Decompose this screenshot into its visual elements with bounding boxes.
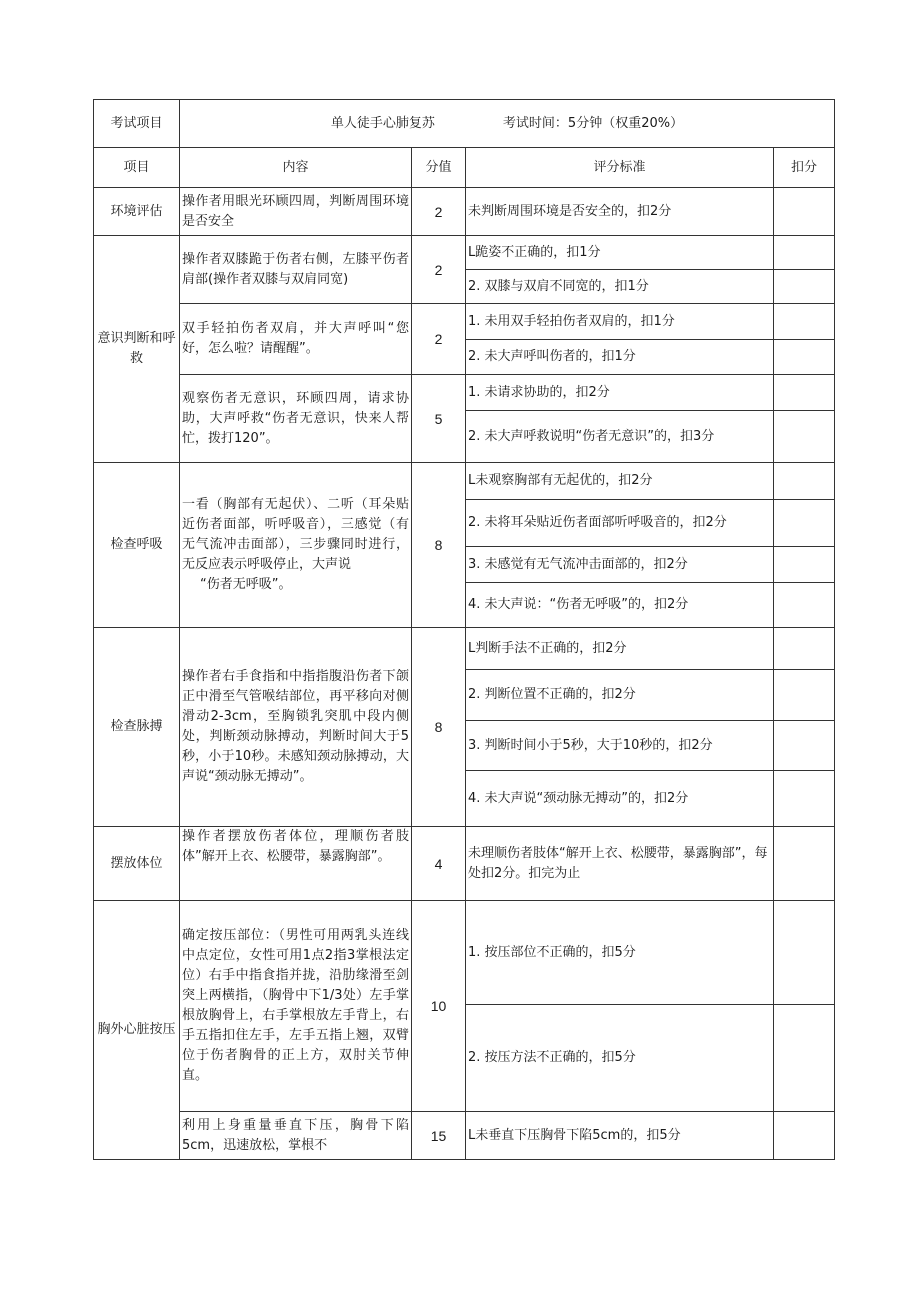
table-row bbox=[94, 375, 835, 411]
table-row bbox=[94, 827, 835, 901]
scoring-table bbox=[93, 99, 835, 1160]
col-score: 分值 bbox=[412, 148, 466, 188]
exam-time: 考试时间：5分钟（权重20%） bbox=[502, 115, 684, 131]
score-pulse: 8 bbox=[412, 628, 466, 827]
score-consc-1: 2 bbox=[412, 236, 466, 304]
criteria-pos-1: 未理顺伤者肢体“解开上衣、松腰带，暴露胸部”，每处扣2分。扣完为止 bbox=[466, 827, 774, 901]
content-consc-2: 双手轻拍伤者双肩，并大声呼叫“您好，怎么啦？请醒醒”。 bbox=[180, 304, 412, 375]
score-position: 4 bbox=[412, 827, 466, 901]
exam-item-label: 考试项目 bbox=[94, 100, 180, 148]
deduct-cell[interactable] bbox=[774, 721, 835, 771]
col-criteria: 评分标准 bbox=[466, 148, 774, 188]
exam-title: 单人徒手心肺复苏 bbox=[330, 115, 435, 131]
content-position: 操作者摆放伤者体位，理顺伤者肢体”解开上衣、松腰带，暴露胸部”。 bbox=[180, 827, 412, 901]
content-pulse: 操作者右手食指和中指指腹沿伤者下颌正中滑至气管喉结部位，再平移向对侧滑动2-3cm，至胸锁乳突肌中段内侧处，判断颈动脉搏动，判断时间大于5秒，小于10秒。未感知颈动脉搏动，大声说“颈动脉无搏动”。 bbox=[180, 628, 412, 827]
criteria-breath-3: 3. 未感觉有无气流冲击面部的，扣2分 bbox=[466, 547, 774, 583]
score-cpr-2: 15 bbox=[412, 1112, 466, 1160]
deduct-cell[interactable] bbox=[774, 375, 835, 411]
criteria-consc-3-2: 2. 未大声呼救说明“伤者无意识”的，扣3分 bbox=[466, 411, 774, 463]
col-deduct: 扣分 bbox=[774, 148, 835, 188]
deduct-cell[interactable] bbox=[774, 827, 835, 901]
item-breathing: 检查呼吸 bbox=[94, 463, 180, 628]
criteria-breath-2: 2. 未将耳朵贴近伤者面部听呼吸音的，扣2分 bbox=[466, 500, 774, 547]
table-row bbox=[94, 463, 835, 500]
table-row bbox=[94, 304, 835, 340]
deduct-cell[interactable] bbox=[774, 547, 835, 583]
criteria-consc-1-2: 2. 双膝与双肩不同宽的，扣1分 bbox=[466, 270, 774, 304]
criteria-breath-4: 4. 未大声说：“伤者无呼吸”的，扣2分 bbox=[466, 583, 774, 628]
deduct-cell[interactable] bbox=[774, 1005, 835, 1112]
criteria-consc-3-1: 1. 未请求协助的，扣2分 bbox=[466, 375, 774, 411]
deduct-cell[interactable] bbox=[774, 236, 835, 270]
item-compression: 胸外心脏按压 bbox=[94, 901, 180, 1160]
deduct-cell[interactable] bbox=[774, 270, 835, 304]
deduct-cell[interactable] bbox=[774, 901, 835, 1005]
deduct-cell[interactable] bbox=[774, 1112, 835, 1160]
col-item: 项目 bbox=[94, 148, 180, 188]
deduct-cell[interactable] bbox=[774, 463, 835, 500]
table-row bbox=[94, 901, 835, 1005]
score-env: 2 bbox=[412, 188, 466, 236]
deduct-cell[interactable] bbox=[774, 411, 835, 463]
item-pulse: 检查脉搏 bbox=[94, 628, 180, 827]
column-header-row bbox=[94, 148, 835, 188]
criteria-consc-1-1: L跪姿不正确的，扣1分 bbox=[466, 236, 774, 270]
criteria-pulse-1: L判断手法不正确的，扣2分 bbox=[466, 628, 774, 670]
deduct-cell[interactable] bbox=[774, 500, 835, 547]
content-consc-3: 观察伤者无意识，环顾四周，请求协助，大声呼救“伤者无意识，快来人帮忙，拨打120”。 bbox=[180, 375, 412, 463]
criteria-env-1: 未判断周围环境是否安全的，扣2分 bbox=[466, 188, 774, 236]
item-consciousness: 意识判断和呼救 bbox=[94, 236, 180, 463]
exam-header-row bbox=[94, 100, 835, 148]
content-consc-1: 操作者双膝跪于伤者右侧，左膝平伤者肩部(操作者双膝与双肩同宽) bbox=[180, 236, 412, 304]
content-breathing-quote: “伤者无呼吸”。 bbox=[200, 577, 292, 592]
content-cpr-2: 利用上身重量垂直下压，胸骨下陷5cm，迅速放松，掌根不 bbox=[180, 1112, 412, 1160]
table-row bbox=[94, 188, 835, 236]
criteria-pulse-3: 3. 判断时间小于5秒，大于10秒的，扣2分 bbox=[466, 721, 774, 771]
content-breathing-text: 一看（胸部有无起伏）、二听（耳朵贴近伤者面部，听呼吸音），三感觉（有无气流冲击面部），三步骤同时进行，无反应表示呼吸停止，大声说 bbox=[182, 497, 409, 572]
criteria-cpr-1-2: 2. 按压方法不正确的，扣5分 bbox=[466, 1005, 774, 1112]
score-breathing: 8 bbox=[412, 463, 466, 628]
table-row bbox=[94, 236, 835, 270]
deduct-cell[interactable] bbox=[774, 771, 835, 827]
deduct-cell[interactable] bbox=[774, 583, 835, 628]
deduct-cell[interactable] bbox=[774, 304, 835, 340]
content-breathing bbox=[180, 463, 412, 628]
deduct-cell[interactable] bbox=[774, 670, 835, 721]
table-row bbox=[94, 628, 835, 670]
criteria-cpr-1-1: 1. 按压部位不正确的，扣5分 bbox=[466, 901, 774, 1005]
criteria-pulse-4: 4. 未大声说“颈动脉无搏动”的，扣2分 bbox=[466, 771, 774, 827]
exam-title-cell bbox=[180, 100, 835, 148]
score-cpr-1: 10 bbox=[412, 901, 466, 1112]
criteria-breath-1: L未观察胸部有无起优的，扣2分 bbox=[466, 463, 774, 500]
criteria-consc-2-1: 1. 未用双手轻拍伤者双肩的，扣1分 bbox=[466, 304, 774, 340]
criteria-cpr-2-1: L未垂直下压胸骨下陷5cm的，扣5分 bbox=[466, 1112, 774, 1160]
deduct-cell[interactable] bbox=[774, 340, 835, 375]
score-consc-2: 2 bbox=[412, 304, 466, 375]
item-env: 环境评估 bbox=[94, 188, 180, 236]
item-position: 摆放体位 bbox=[94, 827, 180, 901]
criteria-consc-2-2: 2. 未大声呼叫伤者的，扣1分 bbox=[466, 340, 774, 375]
content-env: 操作者用眼光环顾四周，判断周围环境是否安全 bbox=[180, 188, 412, 236]
score-consc-3: 5 bbox=[412, 375, 466, 463]
table-row bbox=[94, 1112, 835, 1160]
deduct-cell[interactable] bbox=[774, 188, 835, 236]
criteria-pulse-2: 2. 判断位置不正确的，扣2分 bbox=[466, 670, 774, 721]
deduct-cell[interactable] bbox=[774, 628, 835, 670]
content-cpr-1: 确定按压部位：（男性可用两乳头连线中点定位，女性可用1点2指3掌根法定位）右手中指食指并拢，沿肋缘滑至剑突上两横指，（胸骨中下1/3处）左手掌根放胸骨上，右手掌根放左手背上，右手五指扣住左手，左手五指上翘，双臂位于伤者胸骨的正上方，双肘关节伸直。 bbox=[180, 901, 412, 1112]
col-content: 内容 bbox=[180, 148, 412, 188]
